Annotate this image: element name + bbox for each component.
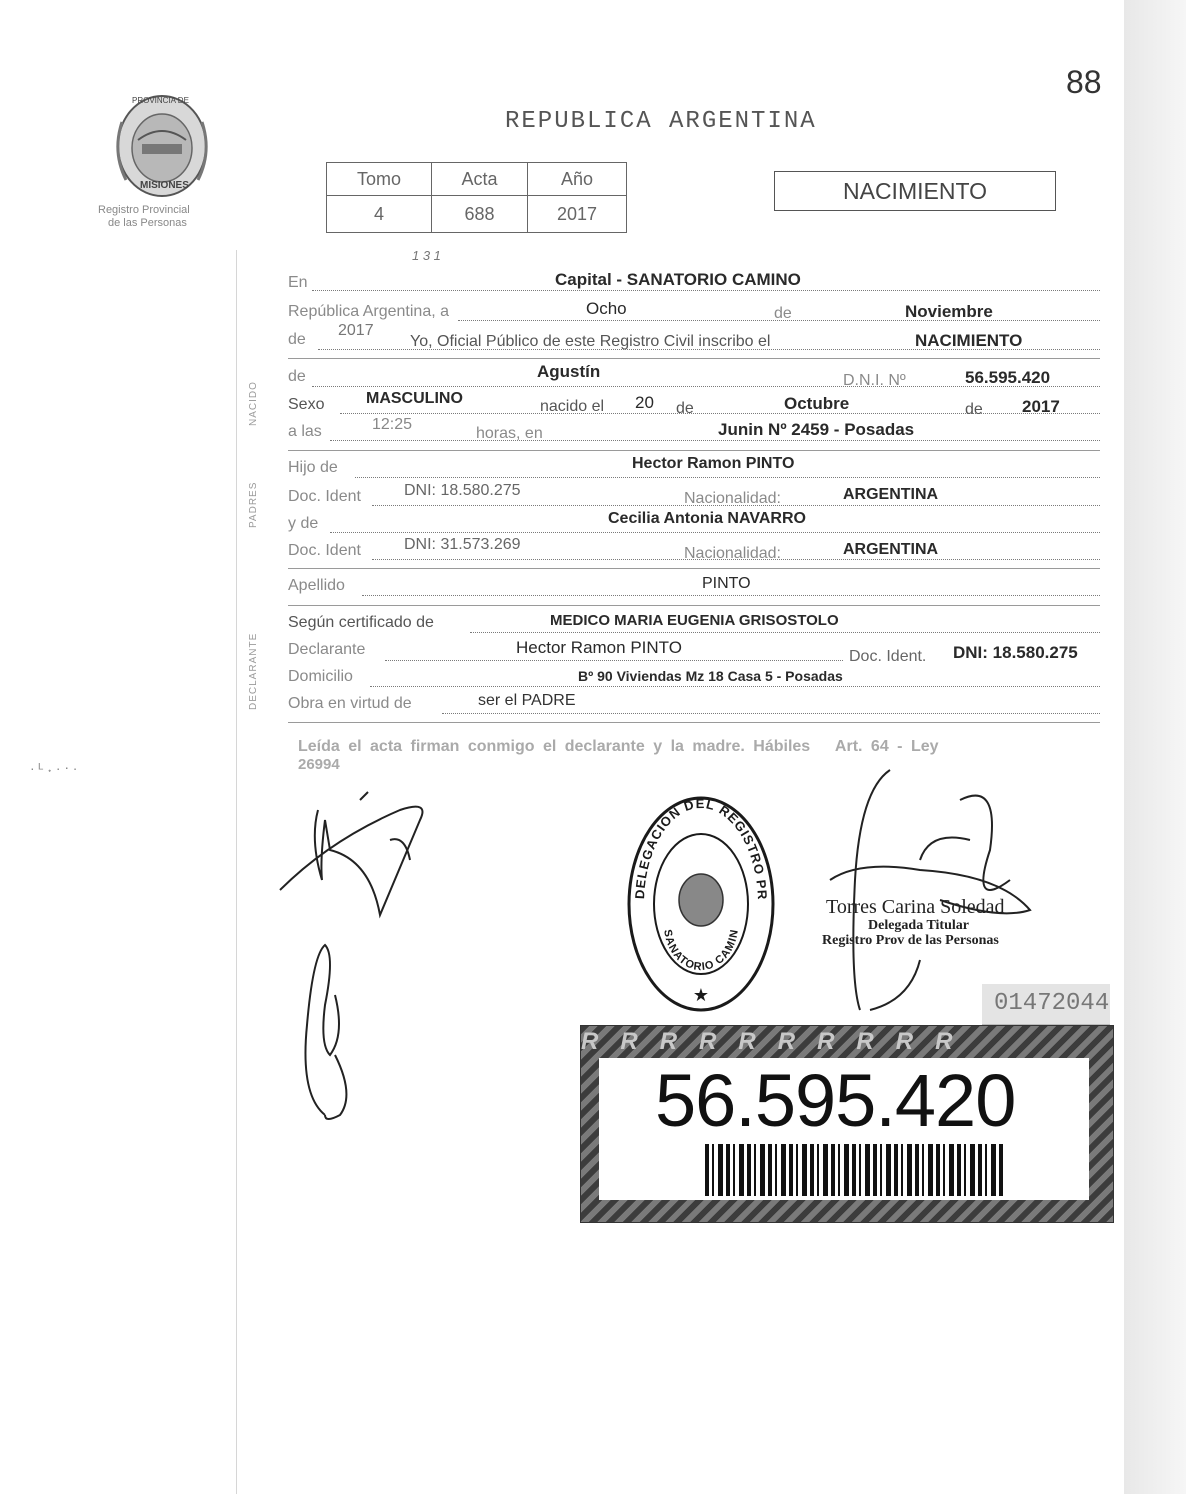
apellido-value: PINTO — [702, 575, 751, 592]
en-dots — [312, 290, 1100, 291]
certificado-label: Según certificado de — [288, 614, 434, 631]
pattern-letter: R — [581, 1028, 621, 1054]
mother-dots — [330, 532, 1100, 533]
domicilio-dots — [370, 686, 1100, 687]
page-edge-shadow — [1124, 0, 1186, 1494]
stamp-outer-text: DELEGACION DEL REGISTRO PR — [632, 795, 771, 901]
serial-number: 01472044 — [994, 990, 1110, 1017]
birth-day-value: 20 — [635, 393, 654, 412]
seal-top-text: PROVINCIA DE — [132, 96, 189, 105]
declarante-top-line — [288, 605, 1100, 606]
declarante-label: Declarante — [288, 641, 366, 658]
declarante-doc-label: Doc. Ident. — [849, 648, 927, 665]
sexo-value: MASCULINO — [366, 390, 463, 407]
declarante-signature — [270, 780, 450, 920]
declarante-doc-value: DNI: 18.580.275 — [953, 643, 1078, 662]
nacido-side-label: NACIDO — [248, 381, 259, 426]
father-name-value: Hector Ramon PINTO — [632, 455, 795, 472]
official-office: Registro Prov de las Personas — [822, 933, 999, 948]
birth-year-value: 2017 — [1022, 397, 1060, 416]
barcode-white-panel — [599, 1058, 1089, 1200]
declarante-dots — [385, 660, 843, 661]
ref-header-ano: Año — [527, 162, 627, 196]
padres-top-line — [288, 450, 1100, 451]
child-dni-value: 56.595.420 — [965, 368, 1051, 387]
certificado-dots — [470, 632, 1100, 633]
page-number: 88 — [1066, 64, 1102, 100]
apellido-dots — [362, 595, 1100, 596]
closing-line-2: 26994 — [298, 756, 340, 773]
en-value: Capital - SANATORIO CAMINO — [555, 270, 801, 289]
barcode-label — [580, 1025, 1114, 1223]
month-value: Noviembre — [905, 302, 993, 321]
ref-value-ano: 2017 — [527, 195, 627, 233]
official-name: Torres Carina Soledad — [826, 896, 1005, 918]
ref-value-acta: 688 — [431, 195, 528, 233]
barcode-pattern-row: RRRRRRRRRR — [581, 1028, 975, 1054]
handwritten-note: 1 3 1 — [412, 248, 441, 263]
mother-doc-label: Doc. Ident — [288, 542, 361, 559]
de-year-label: de — [288, 331, 306, 348]
birth-de-label-2: de — [965, 401, 983, 418]
father-doc-value: DNI: 18.580.275 — [404, 482, 521, 499]
time-dots — [330, 440, 1100, 441]
republica-label: República Argentina, a — [288, 303, 449, 320]
domicilio-value: Bº 90 Viviendas Mz 18 Casa 5 - Posadas — [578, 668, 843, 684]
stamp-icon — [626, 795, 776, 1013]
sexo-dots — [340, 413, 1100, 414]
madre-signature — [295, 935, 375, 1125]
official-title: Delegada Titular — [868, 918, 969, 933]
seal-bottom-text: MISIONES — [140, 180, 189, 191]
birth-place-value: Junin Nº 2459 - Posadas — [718, 420, 915, 439]
svg-text:★: ★ — [692, 985, 710, 1005]
ref-header-tomo: Tomo — [326, 162, 432, 196]
nacido-el-label: nacido el — [540, 398, 605, 415]
registry-stamp — [626, 795, 776, 1013]
domicilio-label: Domicilio — [288, 668, 353, 685]
barcode-dni-number: 56.595.420 — [655, 1059, 1016, 1142]
ref-value-tomo: 4 — [326, 195, 432, 233]
birth-month-value: Octubre — [784, 394, 850, 413]
mother-name-value: Cecilia Antonia NAVARRO — [608, 510, 806, 527]
birth-de-label: de — [676, 400, 694, 417]
yde-label: y de — [288, 515, 319, 532]
padres-side-label: PADRES — [248, 481, 259, 528]
document-title: REPUBLICA ARGENTINA — [505, 108, 817, 135]
apellido-top-line — [288, 568, 1100, 569]
sexo-label: Sexo — [288, 396, 325, 413]
doc-type-box — [774, 171, 1056, 211]
margin-line — [236, 250, 237, 1494]
mother-doc-value: DNI: 31.573.269 — [404, 536, 521, 553]
day-value: Ocho — [586, 299, 627, 318]
barcode-bars — [705, 1144, 1005, 1196]
nacido-de-label: de — [288, 368, 306, 385]
stamp-inner-text: SANATORIO CAMIN — [661, 928, 741, 974]
child-name-value: Agustín — [537, 362, 601, 381]
inscribo-text: Yo, Oficial Público de este Registro Civil inscribo el — [410, 333, 771, 350]
ref-header-acta: Acta — [431, 162, 528, 196]
mother-nat-label: Nacionalidad: — [684, 545, 781, 562]
certificado-value: MEDICO MARIA EUGENIA GRISOSTOLO — [550, 612, 839, 629]
declarante-bottom-line — [288, 722, 1100, 723]
doc-type-label: NACIMIENTO — [843, 178, 987, 204]
birth-time-value: 12:25 — [372, 416, 413, 433]
apellido-label: Apellido — [288, 577, 345, 594]
obra-dots — [442, 713, 1100, 714]
dni-label: D.N.I. Nº — [843, 372, 906, 389]
declarante-side-label: DECLARANTE — [248, 632, 259, 710]
hijo-label: Hijo de — [288, 459, 338, 476]
mother-nat-value: ARGENTINA — [843, 541, 939, 558]
logo-caption-1: Registro Provincial — [98, 204, 190, 216]
logo-caption-2: de las Personas — [108, 217, 187, 229]
de-label: de — [774, 305, 792, 322]
en-label: En — [288, 274, 308, 291]
obra-label: Obra en virtud de — [288, 695, 412, 712]
father-nat-label: Nacionalidad: — [684, 490, 781, 507]
closing-line-1: Leída el acta firman conmigo el declarante y la madre. Hábiles Art. 64 - Ley — [298, 738, 939, 755]
a-las-label: a las — [288, 423, 322, 440]
nacido-top-line — [288, 358, 1100, 359]
declarante-value: Hector Ramon PINTO — [516, 638, 682, 657]
father-nat-value: ARGENTINA — [843, 486, 939, 503]
year-value: 2017 — [338, 322, 374, 339]
father-doc-label: Doc. Ident — [288, 488, 361, 505]
province-seal — [108, 92, 216, 200]
scan-marks: · ᴸ ˖ · ⋅ · — [30, 760, 78, 776]
father-dots — [355, 477, 1100, 478]
inscribo-value: NACIMIENTO — [915, 331, 1023, 350]
horas-label: horas, en — [476, 425, 543, 442]
obra-value: ser el PADRE — [478, 692, 576, 709]
